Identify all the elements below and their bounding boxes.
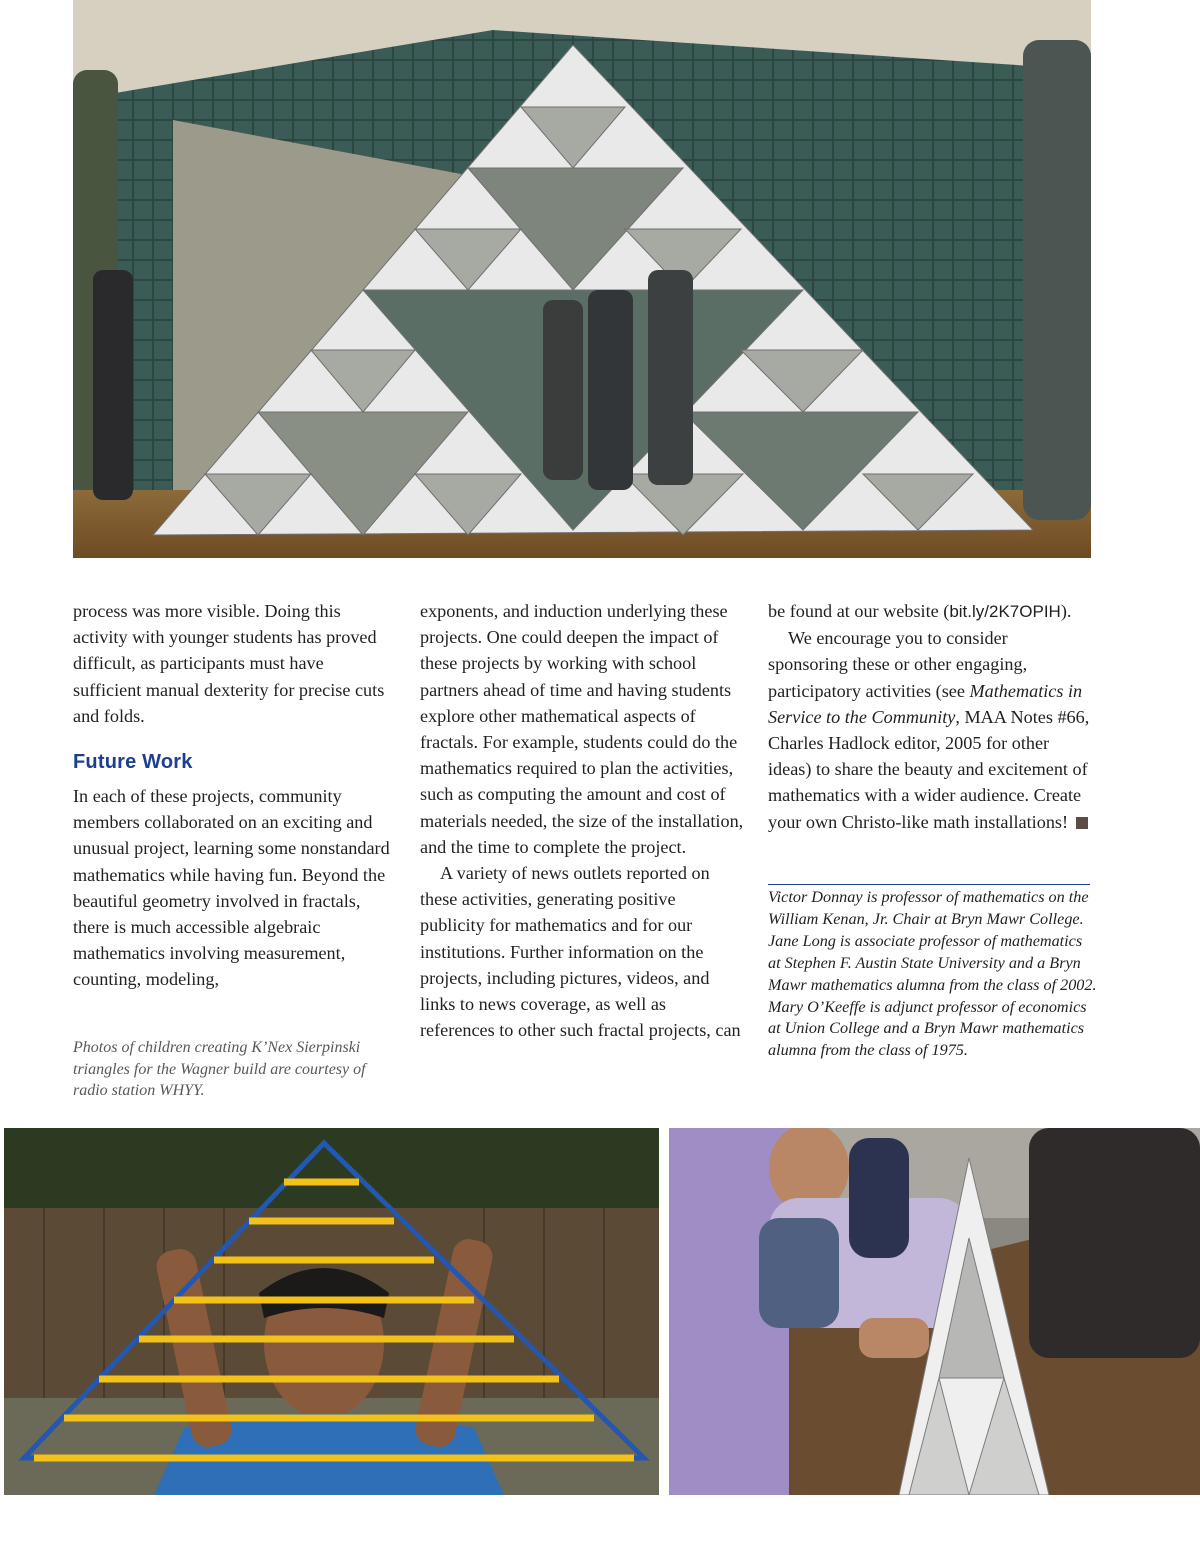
text-column-1 xyxy=(73,598,395,993)
body-paragraph: In each of these projects, community members collaborated on an exciting and unusual project, learning some nonstandard mathematics while having fun. Beyond the beautiful geometry involved in fractals, there is much accessible algebraic mathematics involving measurement, counting, modeling, xyxy=(73,786,390,990)
section-heading-future-work: Future Work xyxy=(73,751,193,774)
knex-triangle-illustration xyxy=(4,1128,659,1495)
photo-students-building-tetrahedron xyxy=(669,1128,1200,1495)
text-run: We encourage you to consider sponsoring these or other engaging, participatory activities (see xyxy=(768,628,1028,701)
book-title: Mathematics in Service to the Community xyxy=(768,680,1083,727)
text-column-2 xyxy=(420,598,744,1043)
body-paragraph xyxy=(768,598,1092,625)
body-paragraph: process was more visible. Doing this activity with younger students has proved difficult, as participants must have sufficient manual dexterity for precise cuts and folds. xyxy=(73,601,385,726)
photo-caption: Photos of children creating K’Nex Sierpinski triangles for the Wagner build are courtesy of radio station WHYY. xyxy=(73,1039,366,1100)
author-bio: Victor Donnay is professor of mathematics on the William Kenan, Jr. Chair at Bryn Mawr College. Jane Long is associate professor of mathematics at Stephen F. Austin State University and a Bryn Mawr mathematics alumna from the class of 2002. Mary O’Keeffe is adjunct professor of economics at Union College and a Bryn Mawr mathematics alumna from the class of 1975. xyxy=(768,888,1097,1060)
tetrahedron-build-illustration xyxy=(669,1128,1200,1495)
body-paragraph: A variety of news outlets reported on these activities, generating positive publicity for mathematics and for our institutions. Further information on the projects, including pictures, videos, and links to news coverage, as well as references to other such fractal projects, can xyxy=(420,863,741,1041)
sierpinski-pyramid-illustration xyxy=(73,0,1091,558)
text-run: , MAA Notes #66, Charles Hadlock editor, 2005 for other ideas) to share the beauty and excitement of mathematics with a wider audience. Create your own Christo-like math installations! xyxy=(768,706,1090,832)
text-column-3 xyxy=(768,598,1092,835)
photo-sierpinski-pyramid xyxy=(73,0,1091,558)
body-paragraph: exponents, and induction underlying these projects. One could deepen the impact of these projects by working with school partners ahead of time and having students explore other mathematical aspects of fractals. For example, students could do the mathematics required to plan the activities, such as computing the amount and cost of materials needed, the size of the installation, and the time to complete the project. xyxy=(420,601,744,857)
text-run: ). xyxy=(1060,601,1072,621)
text-run: be found at our website ( xyxy=(768,601,950,621)
website-link[interactable]: bit.ly/2K7OPIH xyxy=(949,602,1061,621)
body-paragraph xyxy=(768,625,1092,835)
photo-boy-knex-triangle xyxy=(4,1128,659,1495)
bio-divider xyxy=(768,884,1090,885)
end-of-article-mark xyxy=(1076,817,1088,829)
